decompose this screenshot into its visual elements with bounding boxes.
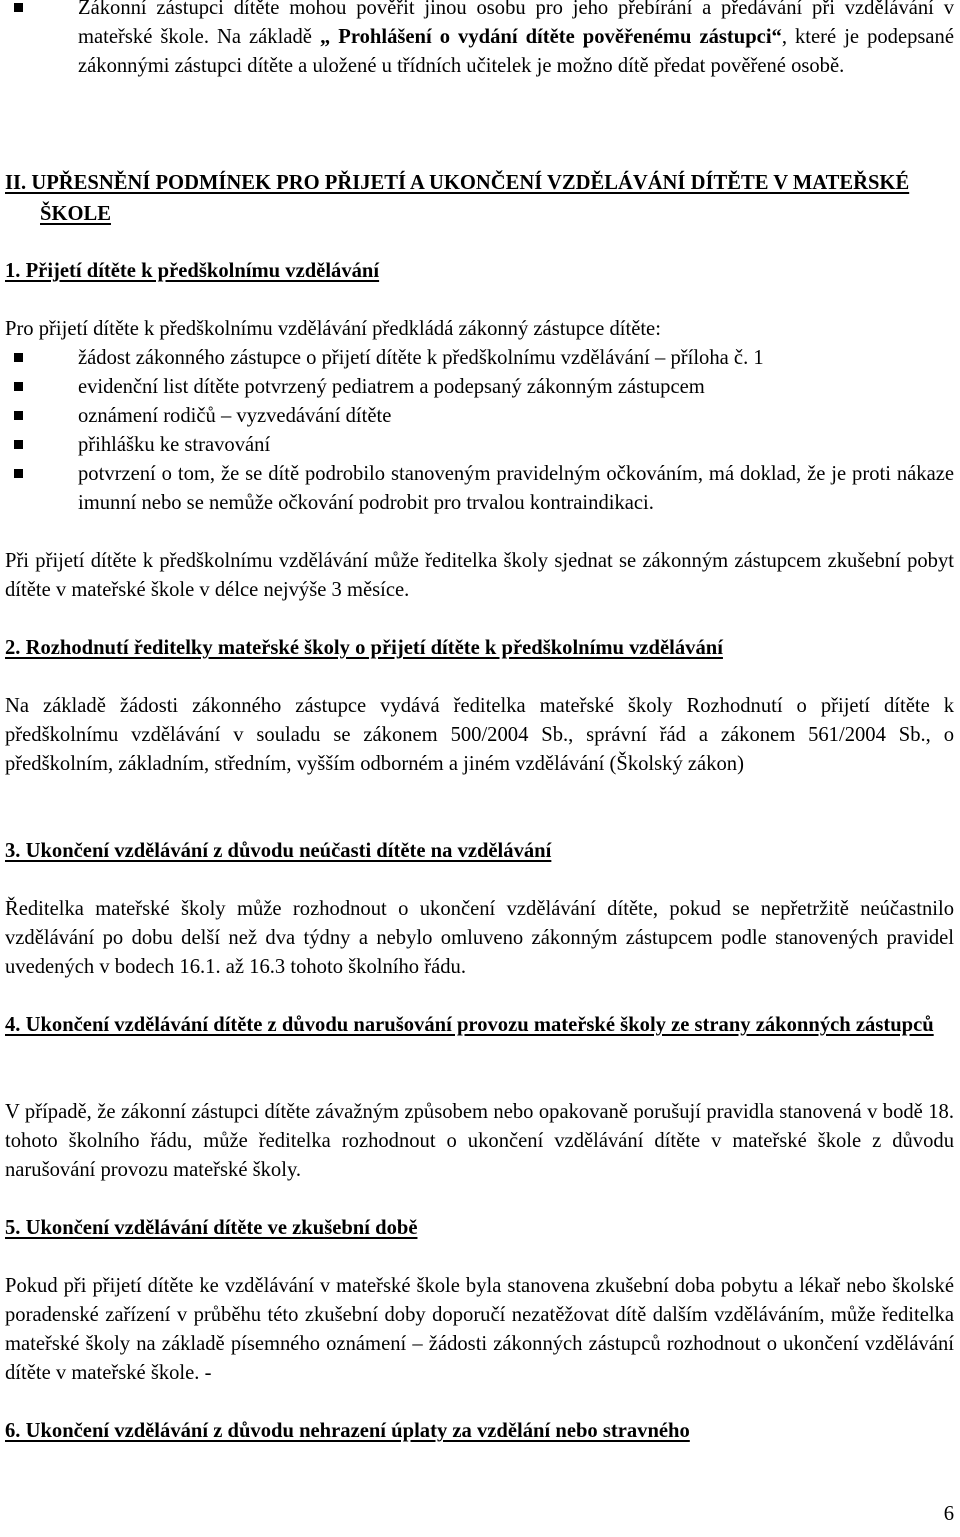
section-6-heading: 6. Ukončení vzdělávání z důvodu nehrazení úplaty za vzdělání nebo stravného — [5, 1420, 690, 1442]
bullet-square-icon — [14, 440, 23, 449]
list-item — [5, 460, 954, 518]
list-item-text: evidenční list dítěte potvrzený pediatrem a podepsaný zákonným zástupcem — [78, 376, 705, 398]
list-item — [5, 373, 954, 402]
list-item-text: potvrzení o tom, že se dítě podrobilo stanoveným pravidelným očkováním, má doklad, že je proti nákaze imunní nebo se nemůže očkování podrobit pro trvalou kontraindikaci. — [78, 463, 954, 514]
list-item — [5, 402, 954, 431]
section-2-text: Na základě žádosti zákonného zástupce vydává ředitelka mateřské školy Rozhodnutí o přijetí dítěte k předškolnímu vzdělávání v souladu se zákonem 500/2004 Sb., správní řád a zákonem 561/2004 Sb., o předškolním, základním, středním, vyšším odborném a jiném vzdělávání (Školský zákon) — [5, 695, 954, 775]
section-4-text: V případě, že zákonní zástupci dítěte závažným způsobem nebo opakovaně porušují pravidla stanovená v bodě 18. tohoto školního řádu, může ředitelka rozhodnout o ukončení vzdělávání dítěte v mateřské škole z důvodu narušování provozu mateřské školy. — [5, 1101, 954, 1181]
bullet-square-icon — [14, 411, 23, 420]
bullet-square-icon — [14, 382, 23, 391]
section-1-after: Při přijetí dítěte k předškolnímu vzdělávání může ředitelka školy sjednat se zákonným zástupcem zkušební pobyt dítěte v mateřské škole v délce nejvýše 3 měsíce. — [5, 550, 954, 601]
list-item-text: přihlášku ke stravování — [78, 434, 271, 456]
section-5-heading: 5. Ukončení vzdělávání dítěte ve zkušební době — [5, 1217, 418, 1239]
intro-text-post: , které je podepsané zákonnými zástupci dítěte a uložené u třídních učitelek je možno dítě předat pověřené osobě. — [78, 26, 954, 77]
list-item — [5, 431, 954, 460]
section-3-heading: 3. Ukončení vzdělávání z důvodu neúčasti dítěte na vzdělávání — [5, 840, 552, 862]
page-number: 6 — [943, 1503, 954, 1525]
section-1-heading: 1. Přijetí dítěte k předškolnímu vzdělávání — [5, 260, 380, 282]
bullet-square-icon — [14, 353, 23, 362]
intro-bullet — [5, 0, 954, 81]
list-item-text: oznámení rodičů – vyzvedávání dítěte — [78, 405, 392, 427]
chapter-heading: II. UPŘESNĚNÍ PODMÍNEK PRO PŘIJETÍ A UKONČENÍ VZDĚLÁVÁNÍ DÍTĚTE V MATEŘSKÉ ŠKOLE — [5, 172, 910, 225]
bullet-square-icon — [14, 3, 23, 12]
intro-text-pre: Zákonní zástupci dítěte mohou pověřit jinou osobu pro jeho přebírání a předávání při vzdělávání v mateřské škole. Na základě — [78, 0, 954, 48]
section-5-text: Pokud při přijetí dítěte ke vzdělávání v mateřské škole byla stanovena zkušební doba pobytu a lékař nebo školské poradenské zařízení v průběhu této zkušební doby doporučí nezatěžovat dítě dalším vzděláváním, může ředitelka mateřské školy na základě písemného oznámení – žádosti zákonných zástupců rozhodnout o ukončení vzdělávání dítěte v mateřské škole. - — [5, 1275, 954, 1384]
section-2-heading: 2. Rozhodnutí ředitelky mateřské školy o přijetí dítěte k předškolnímu vzdělávání — [5, 637, 723, 659]
list-item — [5, 344, 954, 373]
section-3-text: Ředitelka mateřské školy může rozhodnout o ukončení vzdělávání dítěte, pokud se nepřetržitě neúčastnilo vzdělávání po dobu delší než dva týdny a nebylo omluveno zákonným zástupcem podle stanovených pravidel uvedených v bodech 16.1. až 16.3 tohoto školního řádu. — [5, 898, 954, 978]
list-item-text: žádost zákonného zástupce o přijetí dítěte k předškolnímu vzdělávání – příloha č. 1 — [78, 347, 764, 369]
intro-text-bold: „ Prohlášení o vydání dítěte pověřenému zástupci“ — [319, 26, 782, 48]
bullet-square-icon — [14, 469, 23, 478]
section-1-intro: Pro přijetí dítěte k předškolnímu vzdělávání předkládá zákonný zástupce dítěte: — [5, 318, 661, 340]
section-4-heading: 4. Ukončení vzdělávání dítěte z důvodu narušování provozu mateřské školy ze strany zákonných zástupců — [5, 1014, 934, 1036]
